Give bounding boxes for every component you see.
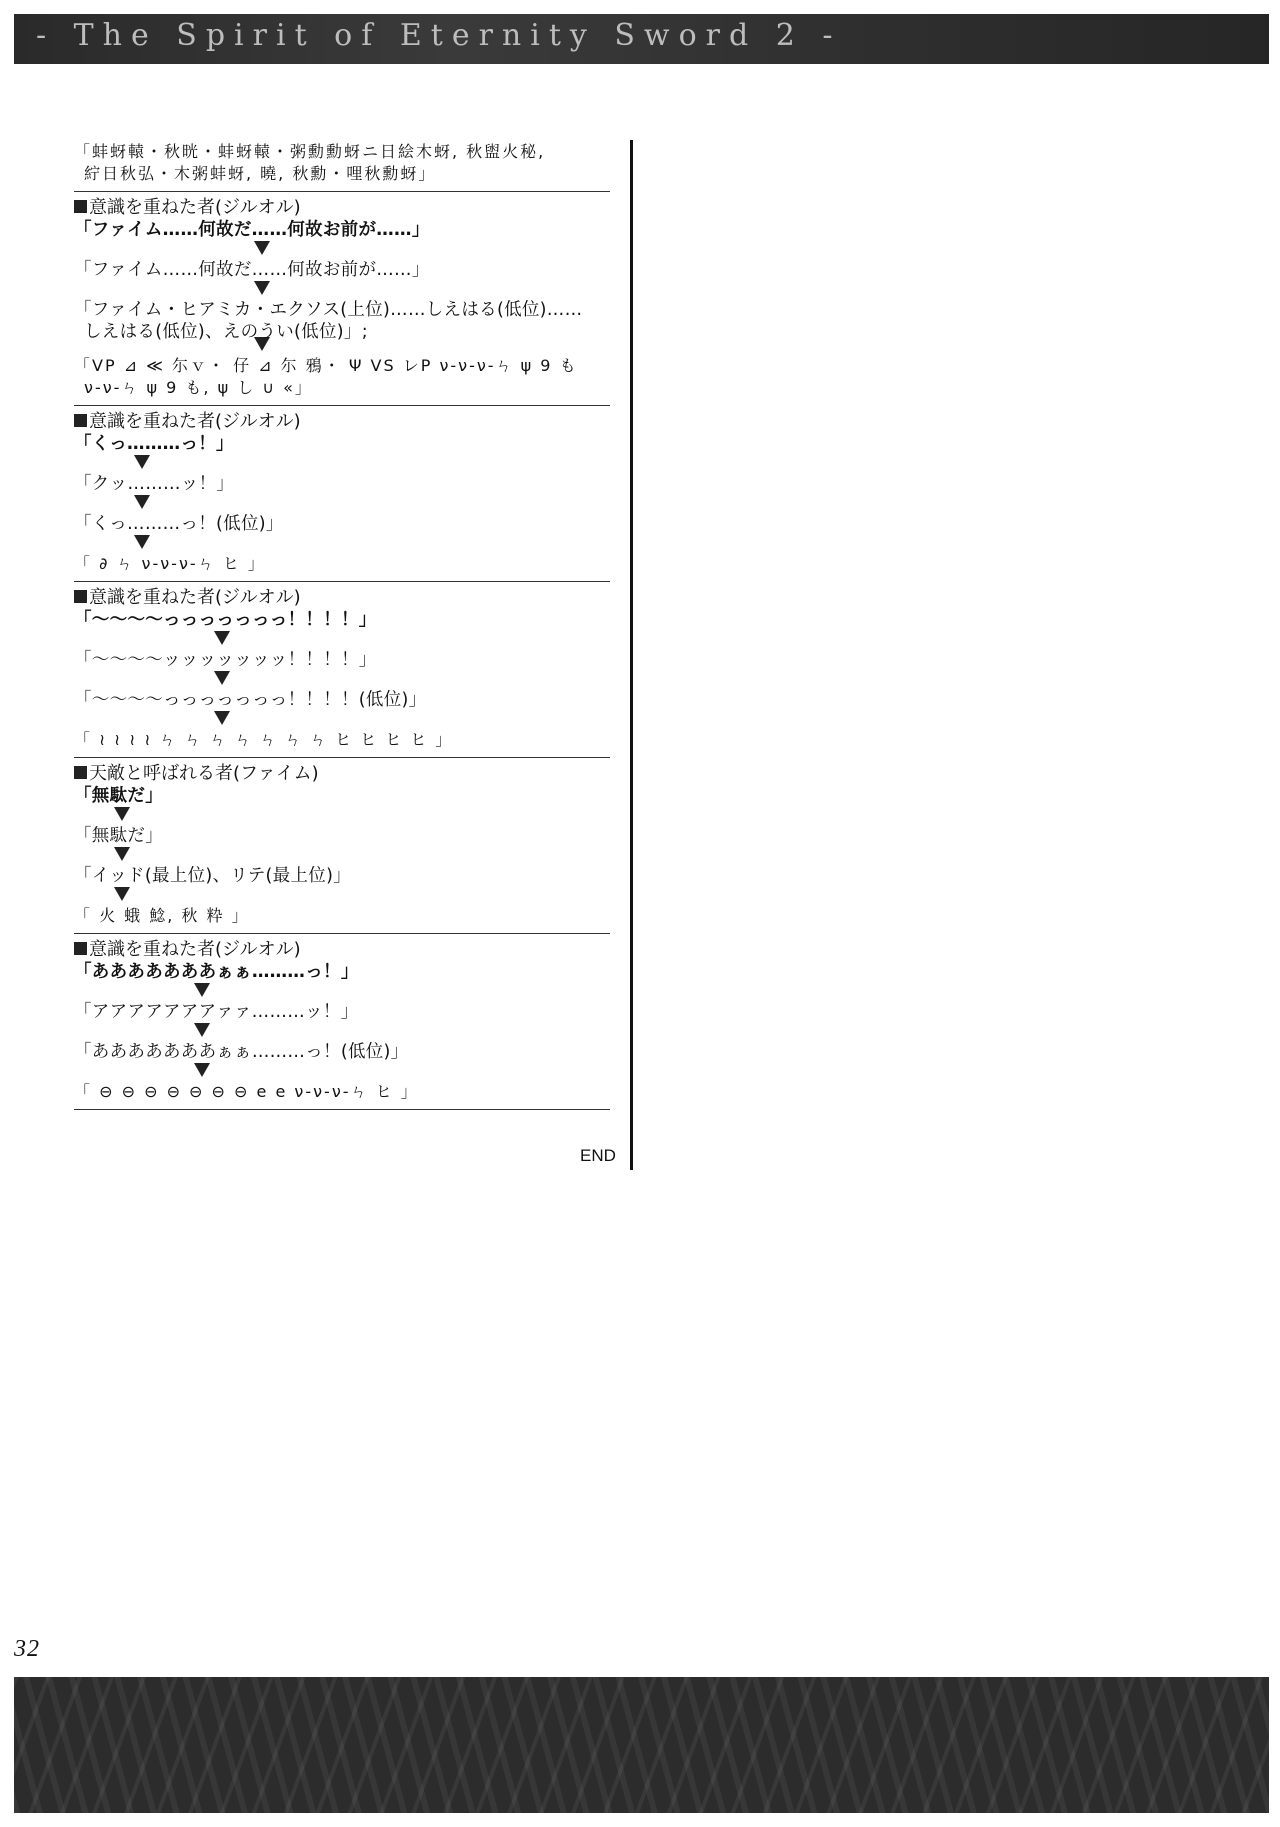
footer-band bbox=[14, 1677, 1269, 1813]
dialogue-block bbox=[74, 934, 610, 1110]
speaker-label: 意識を重ねた者(ジルオル) bbox=[74, 939, 610, 961]
down-arrow-icon bbox=[114, 847, 130, 861]
speaker-square-icon bbox=[74, 200, 87, 213]
rune-line: 「 ≀ ≀ ≀ ≀ ㄣ ㄣ ㄣ ㄣ ㄣ ㄣ ㄣ ヒ ヒ ヒ ヒ 」 bbox=[74, 730, 454, 749]
dialogue-line: 「無駄だ」 bbox=[74, 826, 163, 846]
dialogue-line: しえはる(低位)、えのうい(低位)」; bbox=[84, 322, 368, 342]
dialogue-line: 「あああああああぁぁ………っ！」 bbox=[74, 962, 359, 982]
speaker-square-icon bbox=[74, 766, 87, 779]
column-divider bbox=[630, 140, 633, 1170]
dialogue-block bbox=[74, 192, 610, 406]
dialogue-line: 「くっ………っ！(低位)」 bbox=[74, 514, 284, 534]
speaker-square-icon bbox=[74, 414, 87, 427]
down-arrow-icon bbox=[194, 983, 210, 997]
down-arrow-icon bbox=[194, 1023, 210, 1037]
rune-line: 紵日秋弘・木粥蚌蚜, 曉, 秋勳・哩秋勳蚜」 bbox=[84, 164, 437, 183]
header-band bbox=[14, 14, 1269, 64]
dialogue-line: 「あああああああぁぁ………っ！(低位)」 bbox=[74, 1042, 409, 1062]
rune-line: 「 ∂ ㄣ ν-ν-ν-ㄣ ヒ 」 bbox=[74, 554, 266, 573]
rune-line: 「 火 蛾 鯰, 秋 粋 」 bbox=[74, 906, 250, 925]
down-arrow-icon bbox=[254, 281, 270, 295]
dialogue-block bbox=[74, 406, 610, 582]
speaker-label: 意識を重ねた者(ジルオル) bbox=[74, 411, 610, 433]
down-arrow-icon bbox=[134, 455, 150, 469]
down-arrow-icon bbox=[134, 495, 150, 509]
speaker-label: 天敵と呼ばれる者(ファイム) bbox=[74, 763, 610, 785]
rune-line: ν-ν-ㄣ ψ 9 も, ψ し ∪ «」 bbox=[84, 378, 313, 397]
down-arrow-icon bbox=[214, 711, 230, 725]
dialogue-line: 「くっ………っ！」 bbox=[74, 434, 234, 454]
down-arrow-icon bbox=[214, 631, 230, 645]
rune-line: 「VP ⊿ ≪ 尓ｖ・ 仔 ⊿ 尓 鴉・ Ψ VS レP ν-ν-ν-ㄣ ψ 9 も bbox=[74, 356, 578, 375]
dialogue-line: 「クッ………ッ！」 bbox=[74, 474, 235, 494]
dialogue-block bbox=[74, 582, 610, 758]
dialogue-line: 「～～～～っっっっっっっ！！！！(低位)」 bbox=[74, 690, 427, 710]
rune-line: 「 ⊖ ⊖ ⊖ ⊖ ⊖ ⊖ ⊖ e e ν-ν-ν-ㄣ ヒ 」 bbox=[74, 1082, 419, 1101]
end-label: END bbox=[580, 1146, 616, 1165]
dialogue-line: 「ファイム・ヒアミカ・エクソス(上位)……しえはる(低位)…… bbox=[74, 300, 583, 320]
speaker-label: 意識を重ねた者(ジルオル) bbox=[74, 587, 610, 609]
rune-line: 「蚌蚜轅・秋晄・蚌蚜轅・粥勳勳蚜ニ日絵木蚜, 秋盥火秘, bbox=[74, 142, 546, 161]
script-column bbox=[74, 136, 610, 1110]
down-arrow-icon bbox=[134, 535, 150, 549]
down-arrow-icon bbox=[114, 807, 130, 821]
speaker-square-icon bbox=[74, 942, 87, 955]
dialogue-line: 「無駄だ」 bbox=[74, 786, 163, 806]
speaker-label: 意識を重ねた者(ジルオル) bbox=[74, 197, 610, 219]
dialogue-line: 「ファイム……何故だ……何故お前が……」 bbox=[74, 220, 430, 240]
down-arrow-icon bbox=[254, 241, 270, 255]
dialogue-block bbox=[74, 758, 610, 934]
header-title: - The Spirit of Eternity Sword 2 - bbox=[36, 18, 842, 53]
down-arrow-icon bbox=[194, 1063, 210, 1077]
speaker-square-icon bbox=[74, 590, 87, 603]
page-number: 32 bbox=[14, 1636, 40, 1662]
dialogue-line: 「ファイム……何故だ……何故お前が……」 bbox=[74, 260, 430, 280]
down-arrow-icon bbox=[214, 671, 230, 685]
dialogue-line: 「～～～～ッッッッッッッ！！！！」 bbox=[74, 650, 377, 670]
dialogue-line: 「～～～～っっっっっっっ！！！！」 bbox=[74, 610, 377, 630]
dialogue-line: 「アアアアアアアァァ………ッ！」 bbox=[74, 1002, 359, 1022]
dialogue-block bbox=[74, 136, 610, 192]
down-arrow-icon bbox=[114, 887, 130, 901]
dialogue-line: 「イッド(最上位)、リテ(最上位)」 bbox=[74, 866, 352, 886]
